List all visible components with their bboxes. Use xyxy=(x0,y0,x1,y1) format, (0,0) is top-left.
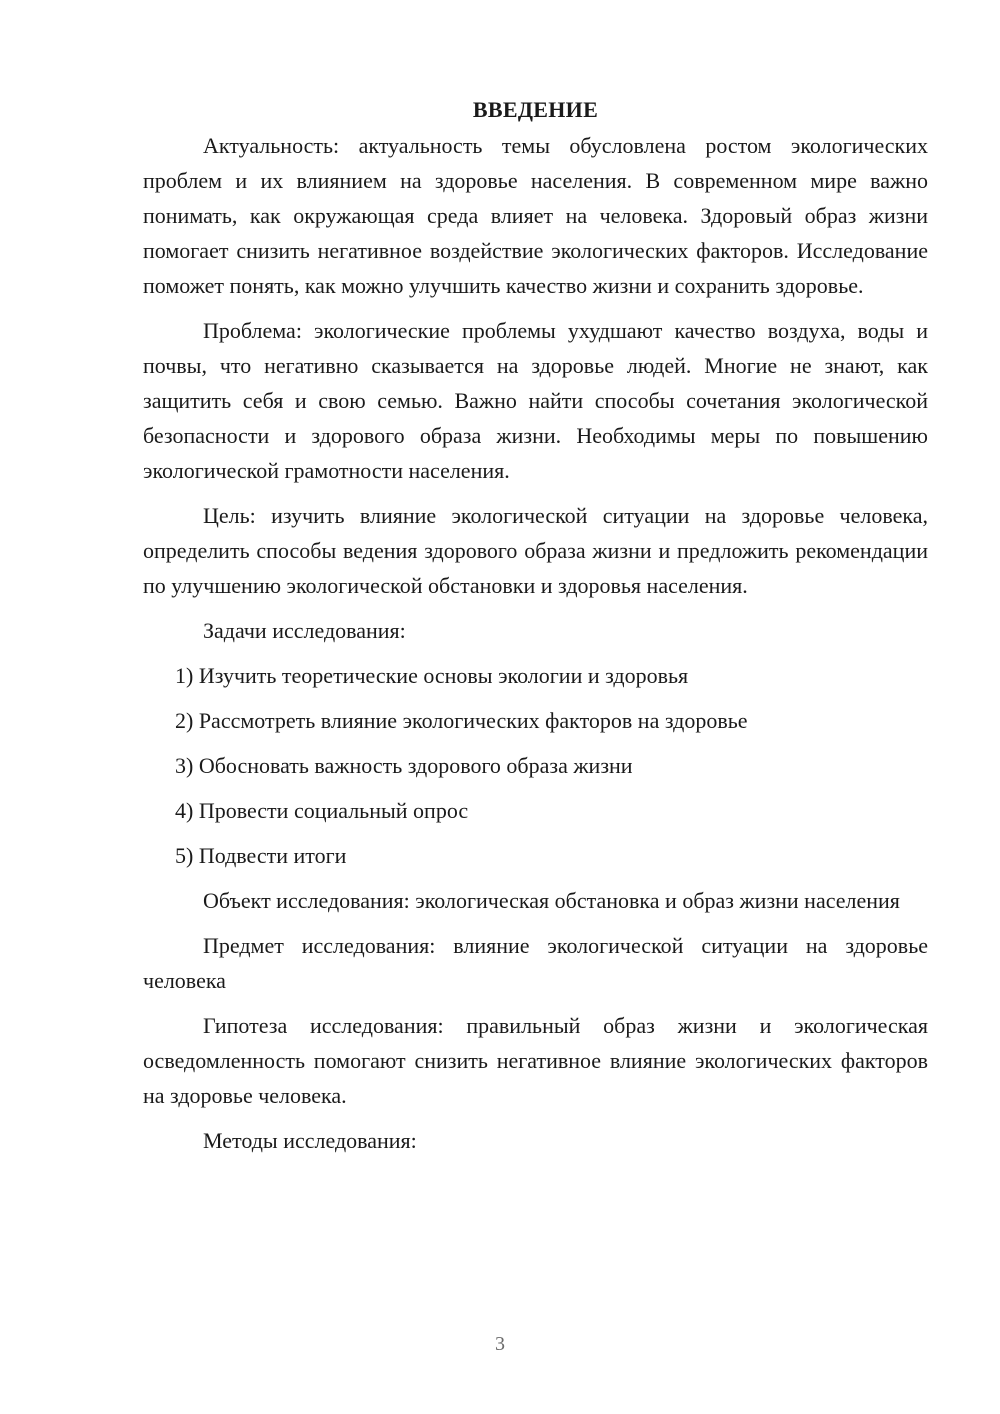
paragraph-object: Объект исследования: экологическая обстановка и образ жизни населения xyxy=(203,888,900,913)
paragraph-hypothesis: Гипотеза исследования: правильный образ жизни и экологическая осведомленность помогают снизить негативное влияние экологических факторов на здоровье человека. xyxy=(143,1013,928,1108)
paragraph-goal: Цель: изучить влияние экологической ситуации на здоровье человека, определить способы ведения здорового образа жизни и предложить рекомендации по улучшению экологической обстановки и здоровья населения. xyxy=(143,503,928,598)
tasks-label: Задачи исследования: xyxy=(203,618,406,643)
section-heading: ВВЕДЕНИЕ xyxy=(472,97,599,122)
paragraph-problem: Проблема: экологические проблемы ухудшают качество воздуха, воды и почвы, что негативно сказывается на здоровье людей. Многие не знают, как защитить себя и свою семью. Важно найти способы сочетания экологической безопасности и здорового образа жизни. Необходимы меры по повышению экологической грамотности населения. xyxy=(143,318,928,483)
task-item: 2) Рассмотреть влияние экологических факторов на здоровье xyxy=(175,708,748,733)
task-item: 1) Изучить теоретические основы экологии и здоровья xyxy=(175,663,689,688)
task-list xyxy=(143,658,928,873)
task-item: 5) Подвести итоги xyxy=(175,843,347,868)
paragraph-subject: Предмет исследования: влияние экологической ситуации на здоровье человека xyxy=(143,933,928,993)
page-number: 3 xyxy=(495,1333,505,1355)
methods-label: Методы исследования: xyxy=(203,1128,417,1153)
task-item: 3) Обосновать важность здорового образа жизни xyxy=(175,753,633,778)
task-item: 4) Провести социальный опрос xyxy=(175,798,469,823)
document-page xyxy=(143,92,928,1392)
paragraph-relevance: Актуальность: актуальность темы обусловлена ростом экологических проблем и их влиянием на здоровье населения. В современном мире важно понимать, как окружающая среда влияет на человека. Здоровый образ жизни помогает снизить негативное воздействие экологических факторов. Исследование поможет понять, как можно улучшить качество жизни и сохранить здоровье. xyxy=(143,133,928,298)
